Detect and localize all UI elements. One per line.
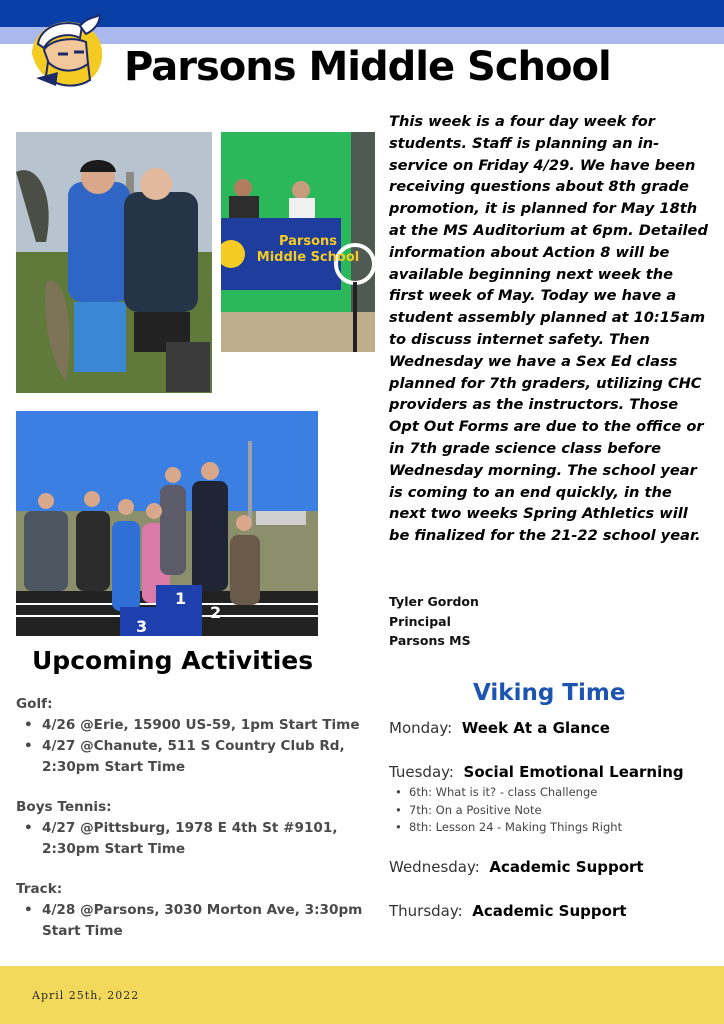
podium-number-3: 3 xyxy=(136,617,148,636)
day-activity: Academic Support xyxy=(489,857,644,876)
activity-group-name: Golf: xyxy=(16,696,53,712)
grade-lesson: • 6th: What is it? - class Challenge xyxy=(389,784,719,802)
studio-sign-line2: Middle School xyxy=(256,250,360,265)
activity-item: • 4/28 @Parsons, 3030 Morton Ave, 3:30pm Start Time xyxy=(16,900,371,942)
photo-students-fishing xyxy=(16,132,212,393)
podium-number-2: 2 xyxy=(210,603,222,622)
activity-group-track xyxy=(16,879,371,942)
activity-item: • 4/27 @Chanute, 511 S Country Club Rd, 2:30pm Start Time xyxy=(16,736,371,778)
photo-track-podium xyxy=(16,411,318,636)
activity-group-boys-tennis xyxy=(16,797,371,860)
viking-logo xyxy=(28,14,110,90)
studio-sign-line1: Parsons xyxy=(278,234,338,249)
grade-lesson: • 8th: Lesson 24 - Making Things Right xyxy=(389,819,719,837)
signature-school: Parsons MS xyxy=(389,633,471,648)
viking-time-schedule xyxy=(389,716,719,923)
signature-name: Tyler Gordon xyxy=(389,594,479,609)
day-name: Thursday: xyxy=(389,901,463,920)
footer-date: April 25th, 2022 xyxy=(32,989,140,1002)
schedule-day-thursday xyxy=(389,899,719,923)
day-name: Monday: xyxy=(389,719,453,737)
podium-number-1: 1 xyxy=(175,589,187,608)
photo-news-studio xyxy=(221,132,375,352)
day-name: Wednesday: xyxy=(389,857,480,876)
day-activity: Social Emotional Learning xyxy=(463,763,684,781)
upcoming-activities-title: Upcoming Activities xyxy=(32,646,314,675)
schedule-day-wednesday xyxy=(389,855,719,879)
day-activity: Week At a Glance xyxy=(461,719,610,737)
day-activity: Academic Support xyxy=(472,901,627,920)
viking-time-title: Viking Time xyxy=(473,680,626,706)
activity-group-golf xyxy=(16,694,371,778)
grade-lesson: • 7th: On a Positive Note xyxy=(389,802,719,820)
signature-block xyxy=(389,592,479,651)
day-name: Tuesday: xyxy=(389,763,454,781)
signature-role: Principal xyxy=(389,613,451,629)
page-title: Parsons Middle School xyxy=(124,44,611,90)
activity-group-name: Track: xyxy=(16,881,63,897)
activity-item: • 4/26 @Erie, 15900 US-59, 1pm Start Time xyxy=(16,715,371,736)
activity-item: • 4/27 @Pittsburg, 1978 E 4th St #9101, 2:30pm Start Time xyxy=(16,818,371,860)
activity-group-name: Boys Tennis: xyxy=(16,799,112,815)
tuesday-grade-lessons xyxy=(389,784,719,837)
schedule-day-tuesday xyxy=(389,760,719,784)
activities-list xyxy=(16,694,371,961)
schedule-day-monday xyxy=(389,716,719,740)
announcement-text: This week is a four day week for students. Staff is planning an in-service on Friday 4/29. We have been receiving questions about 8th grade promotion, it is planned for May 18th at the MS Auditorium at 6pm. Detailed information about Action 8 will be available beginning next week the first week of May. Today we have a student assembly planned at 10:15am to discuss internet safety. Then Wednesday we have a Sex Ed class planned for 7th graders, utilizing CHC providers as the instructors. Those Opt Out Forms are due to the office or in 7th grade science class before Wednesday morning. The school year is coming to an end quickly, in the next two weeks Spring Athletics will be finalized for the 21-22 school year. xyxy=(389,113,708,545)
